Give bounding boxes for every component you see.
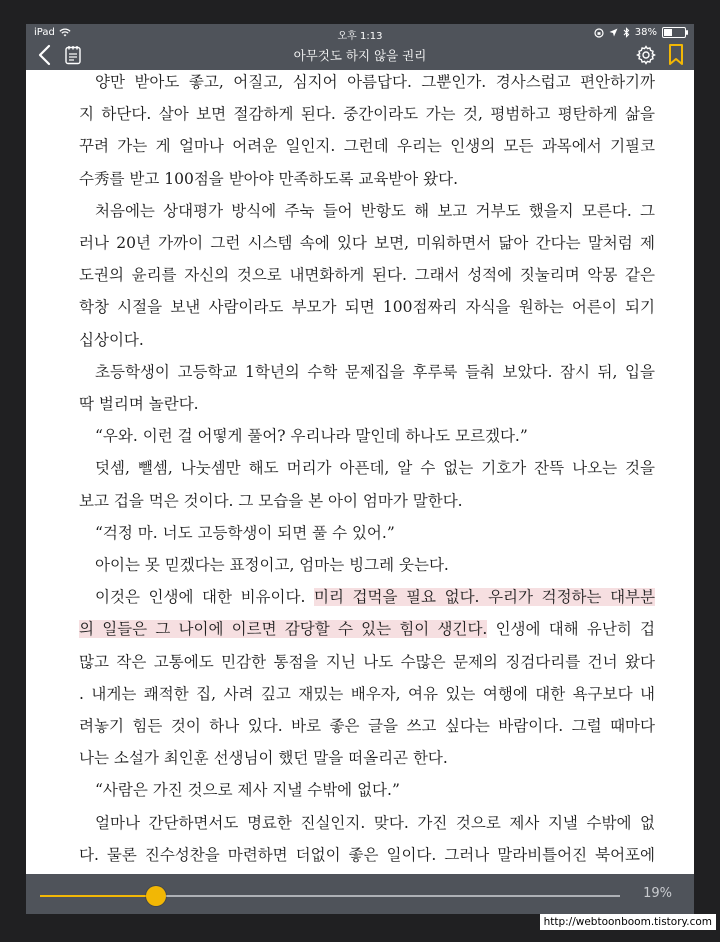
text-line <box>79 843 655 867</box>
text-line <box>95 585 655 609</box>
watermark-url: http://webtoonboom.tistory.com <box>540 914 716 930</box>
text-line <box>79 328 655 352</box>
line-text: 처음에는 상대평가 방식에 주눅 들어 반항도 해 보고 거부도 했을지 모른다. 그 <box>95 201 655 220</box>
book-title: 아무것도 하지 않을 권리 <box>293 48 427 63</box>
highlighted-text: 미리 겁먹을 필요 없다. 우리가 걱정하는 대부분 <box>314 588 655 607</box>
text-line <box>79 489 655 513</box>
line-text: 양만 받아도 좋고, 어질고, 심지어 아름답다. 그뿐인가. 경사스럽고 편안하기까 <box>95 73 655 91</box>
reader-screen <box>26 24 694 914</box>
line-text: . 내게는 쾌적한 집, 사려 깊고 재밌는 배우자, 여유 있는 여행에 대한 욕구보다 내 <box>79 684 655 703</box>
battery-icon <box>662 27 686 38</box>
line-text: 얼마나 간단하면서도 명료한 진실인지. 맞다. 가진 것으로 제사 지낼 수밖에 없 <box>95 813 655 832</box>
line-text: 려놓기 힘든 것이 하나 있다. 바로 좋은 글을 쓰고 싶다는 바람이다. 그럴 때마다 <box>79 717 655 735</box>
top-bar <box>26 24 694 70</box>
line-text: “사람은 가진 것으로 제사 지낼 수밖에 없다.” <box>95 781 400 800</box>
line-text: 덧셈, 뺄셈, 나눗셈만 해도 머리가 아픈데, 알 수 없는 기호가 잔뜩 나오는 것을 <box>95 459 655 478</box>
bluetooth-icon <box>623 27 630 38</box>
status-right <box>594 27 686 38</box>
line-text: 십상이다. <box>79 330 144 349</box>
text-line <box>79 263 655 287</box>
line-text: “우와. 이런 걸 어떻게 풀어? 우리나라 말인데 하나도 모르겠다.” <box>95 427 528 446</box>
battery-fill <box>664 29 672 36</box>
rotation-lock-icon <box>594 28 604 38</box>
line-text: 지 하단다. 살아 보면 절감하게 된다. 중간이라도 가는 것, 평범하고 평탄하게 삶을 <box>79 105 655 124</box>
line-text: “걱정 마. 너도 고등학생이 되면 풀 수 있어.” <box>95 523 395 542</box>
page-text <box>26 70 694 874</box>
text-line <box>95 456 655 480</box>
highlighted-text: 의 일들은 그 나이에 이르면 감당할 수 있는 힘이 생긴다. <box>79 620 488 639</box>
line-text: 나는 소설가 최인훈 선생님이 했던 말을 떠올리곤 한다. <box>79 749 448 768</box>
line-text: 아이는 못 믿겠다는 표정이고, 엄마는 빙그레 웃는다. <box>95 556 449 574</box>
gear-icon[interactable] <box>636 45 656 65</box>
text-line <box>79 167 655 191</box>
line-text: 딱 벌리며 놀란다. <box>79 395 199 413</box>
line-text: 인생에 대해 유난히 겁 <box>487 620 655 639</box>
text-line <box>95 553 655 577</box>
status-time: 오후 1:13 <box>337 31 383 42</box>
line-text: 다. 물론 진수성찬을 마련하면 더없이 좋은 일이다. 그러나 말라비틀어진 북어포에 <box>79 845 655 864</box>
progress-percent: 19% <box>643 886 672 901</box>
text-line <box>79 231 655 255</box>
line-text: 수秀를 받고 100점을 받아야 만족하도록 교육받아 왔다. <box>79 169 459 188</box>
line-text: 많고 작은 고통에도 민감한 통점을 지닌 나도 수많은 문제의 징검다리를 건너 왔다 <box>79 652 655 671</box>
text-line <box>95 811 655 835</box>
progress-slider-thumb[interactable] <box>146 886 166 906</box>
text-line <box>79 714 655 738</box>
text-line <box>79 682 655 706</box>
progress-slider-fill <box>40 895 156 897</box>
line-text: 러나 20년 가까이 그런 시스템 속에 있다 보면, 미워하면서 닮아 간다는 말처럼 제 <box>79 234 655 252</box>
bottom-bar <box>26 874 694 914</box>
line-text: 도권의 윤리를 자신의 것으로 내면화하게 된다. 그래서 성적에 짓눌리며 악몽 같은 <box>79 266 655 285</box>
text-line <box>79 617 655 641</box>
text-line <box>79 746 655 770</box>
text-line <box>95 360 655 384</box>
bookmark-icon[interactable] <box>668 44 684 66</box>
text-line <box>95 424 655 448</box>
location-icon <box>609 28 618 37</box>
device-label: iPad <box>34 27 55 38</box>
text-line <box>79 650 655 674</box>
text-line <box>79 295 655 319</box>
line-text: 초등학생이 고등학교 1학년의 수학 문제집을 후루룩 들춰 보았다. 잠시 뒤, 입을 <box>95 362 655 381</box>
line-text: 학창 시절을 보낸 사람이라도 부모가 되면 100점짜리 자식을 원하는 어른이 되기 <box>79 298 655 317</box>
text-line <box>79 134 655 158</box>
battery-percent: 38% <box>634 27 657 38</box>
line-text: 보고 겁을 먹은 것이다. 그 모습을 본 아이 엄마가 말한다. <box>79 491 463 510</box>
text-line <box>95 778 655 802</box>
text-line <box>79 392 655 416</box>
line-text: 이것은 인생에 대한 비유이다. <box>95 588 314 607</box>
text-line <box>95 70 655 94</box>
line-text: 꾸려 가는 게 얼마나 어려운 일인지. 그런데 우리는 인생의 모든 과목에서 기필코 <box>79 137 655 156</box>
text-line <box>79 102 655 126</box>
text-line <box>95 521 655 545</box>
text-line <box>95 199 655 223</box>
progress-slider-track[interactable] <box>40 895 620 897</box>
